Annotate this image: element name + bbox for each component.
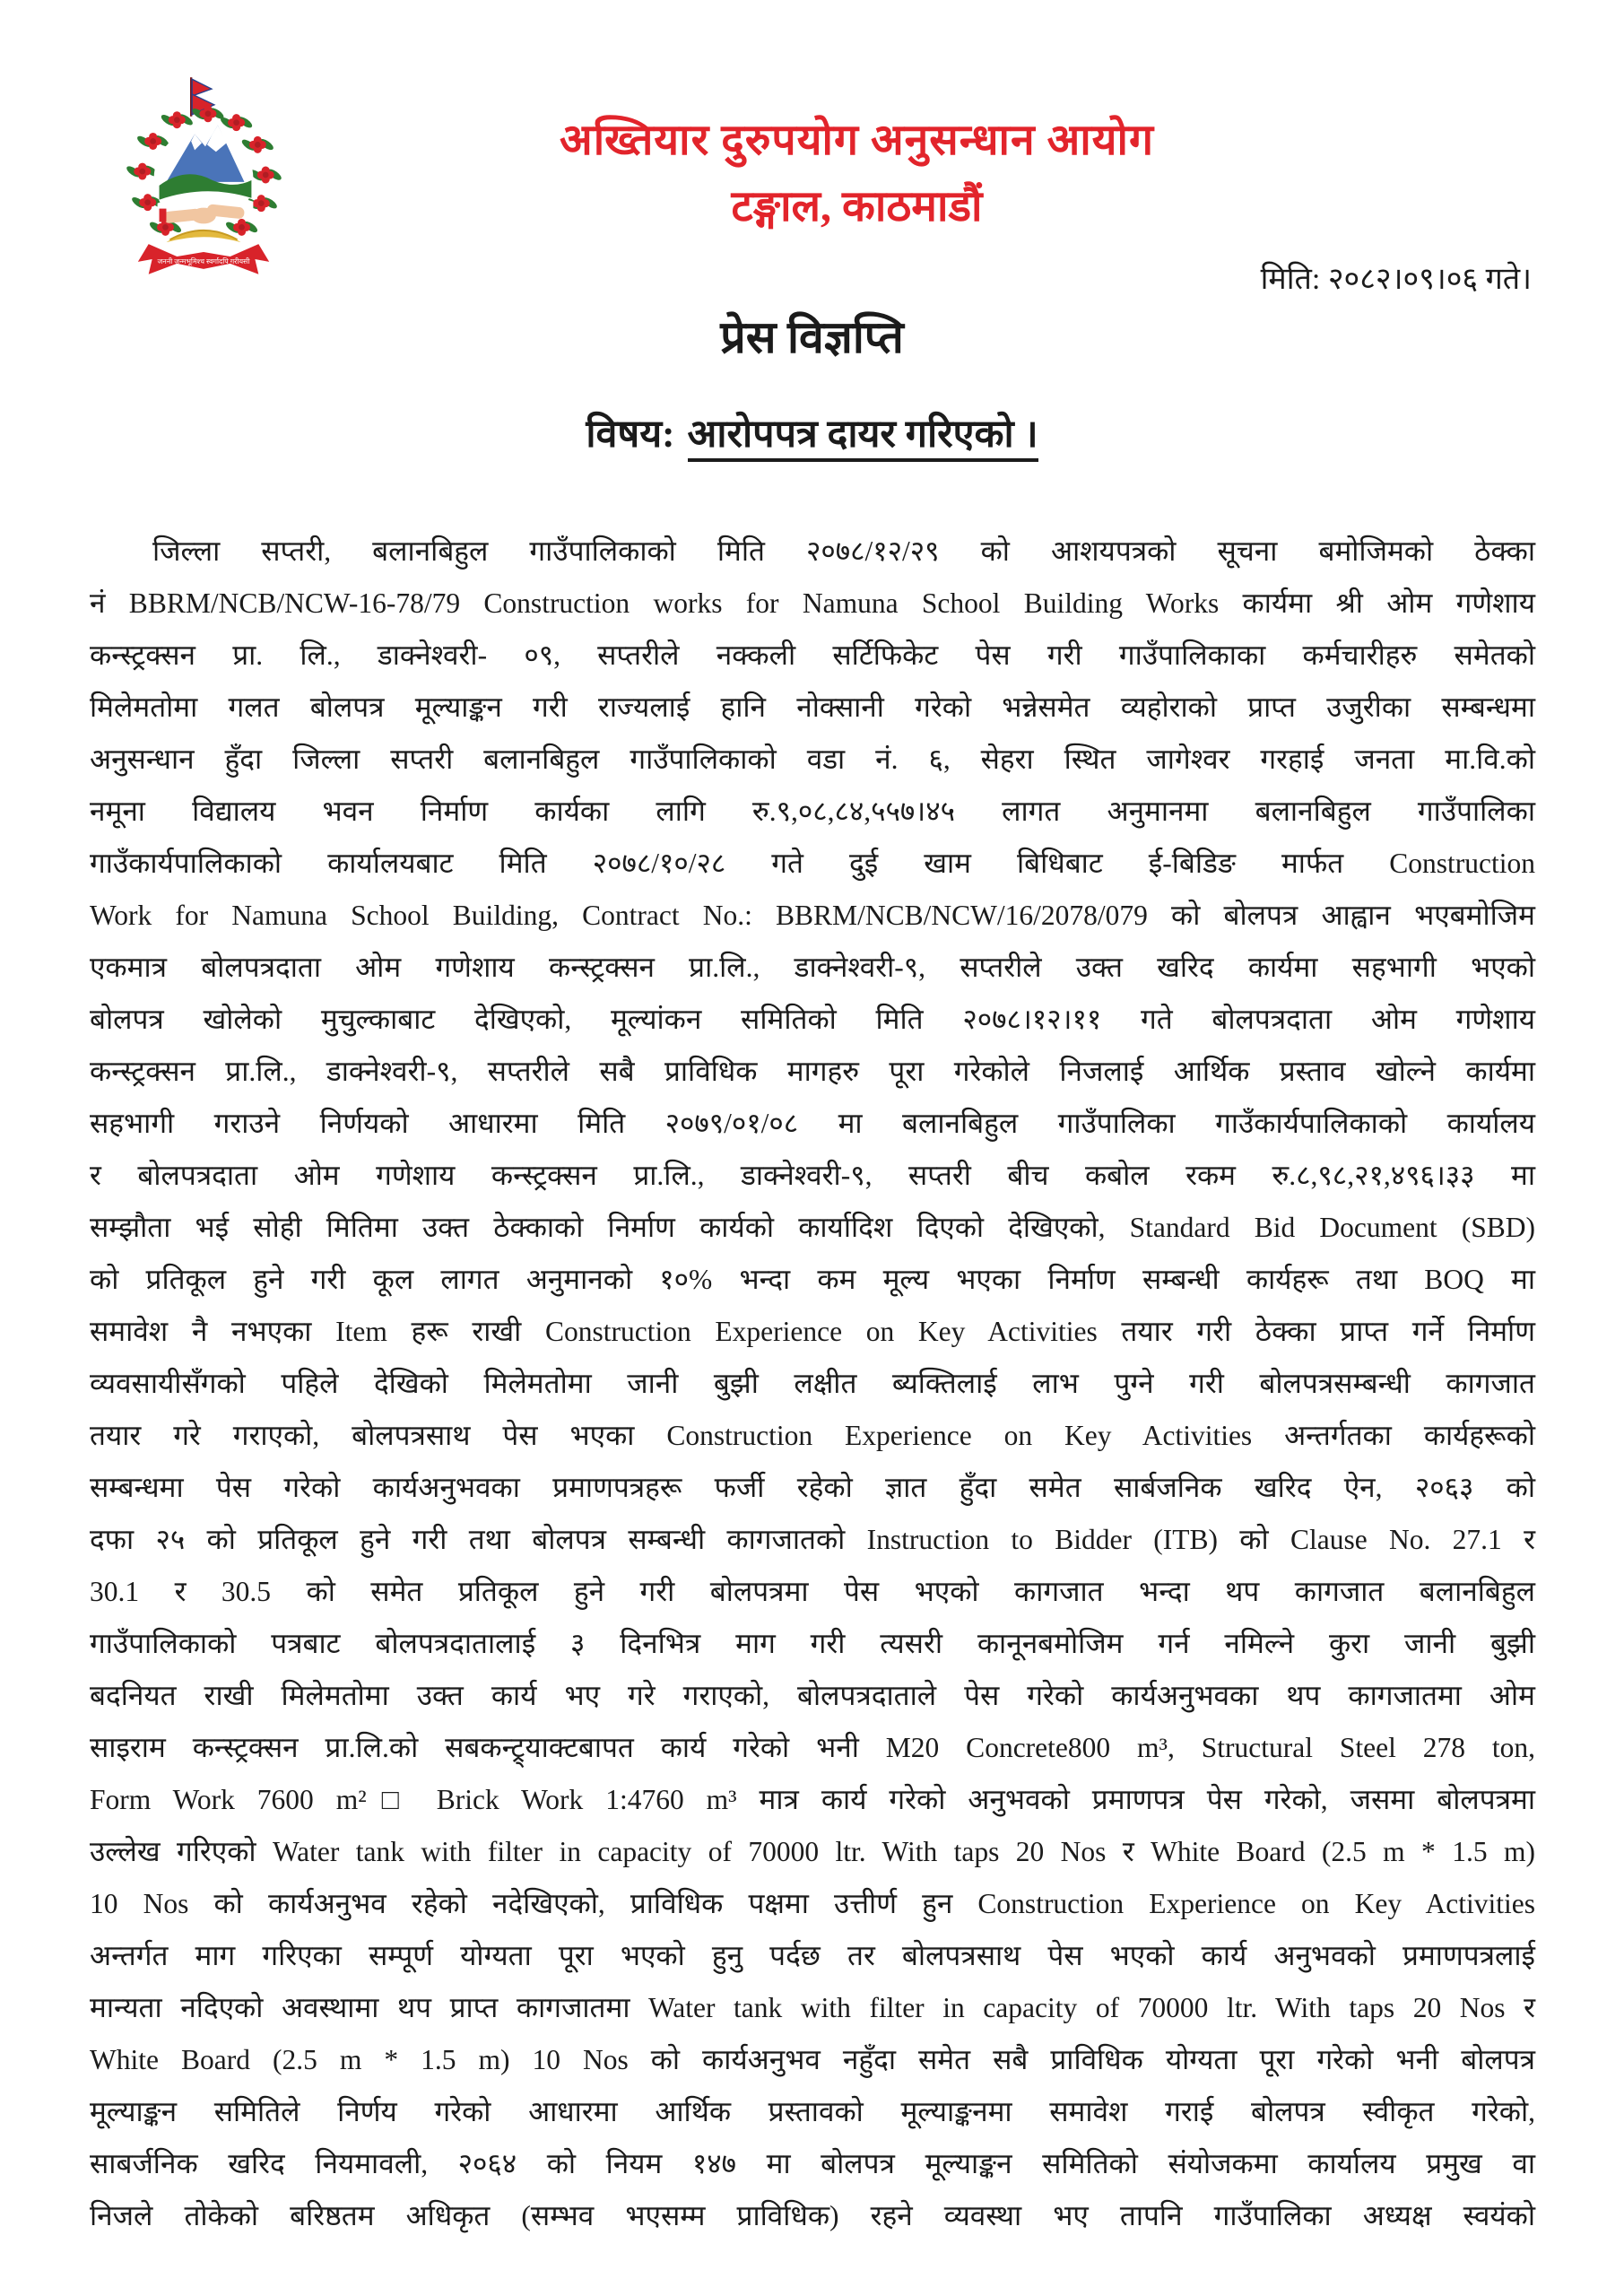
date-line: मिति: २०८२।०९।०६ गते। [1260, 263, 1532, 296]
body-line: सहभागी गराउने निर्णयको आधारमा मिति २०७९/०१/०८ मा बलानबिहुल गाउँपालिका गाउँकार्यपालिकाको कार्यालय [90, 1108, 1535, 1139]
body-line: तयार गरे गराएको, बोलपत्रसाथ पेस भएका Construction Experience on Key Activities अन्तर्गतका कार्यहरूको [90, 1420, 1535, 1451]
motto-text: जननी जन्मभूमिश्च स्वर्गादपि गरीयसी [157, 257, 250, 265]
body-line: 10 Nos को कार्यअनुभव रहेको नदेखिएको, प्राविधिक पक्षमा उत्तीर्ण हुन Construction Experience on Key Activities [90, 1888, 1535, 1919]
body-line: मिलेमतोमा गलत बोलपत्र मूल्याङ्कन गरी राज्यलाई हानि नोक्सानी गरेको भन्नेसमेत व्यहोराको प्राप्त उजुरीका सम्बन्धमा [90, 691, 1535, 723]
body-line: मान्यता नदिएको अवस्थामा थप प्राप्त कागजातमा Water tank with filter in capacity of 70000 ltr. With taps 20 Nos र [90, 1992, 1535, 2023]
body-line: नं BBRM/NCB/NCW-16-78/79 Construction works for Namuna School Building Works कार्यमा श्री ओम गणेशाय [90, 587, 1535, 619]
body-line: कन्स्ट्रक्सन प्रा. लि., डाक्नेश्वरी- ०९, सप्तरीले नक्कली सर्टिफिकेट पेस गरी गाउँपालिकाका कर्मचारीहरु समेतको [90, 639, 1535, 671]
body-line: जिल्ला सप्तरी, बलानबिहुल गाउँपालिकाको मिति २०७८/१२/२९ को आशयपत्रको सूचना बमोजिमको ठेक्का [152, 535, 1535, 567]
body-line: को प्रतिकूल हुने गरी कूल लागत अनुमानको १०% भन्दा कम मूल्य भएका निर्माण सम्बन्धी कार्यहरू तथा BOQ मा [90, 1264, 1535, 1295]
body-line: White Board (2.5 m * 1.5 m) 10 Nos को कार्यअनुभव नहुँदा समेत सबै प्राविधिक योग्यता पूरा गरेको भनी बोलपत्र [90, 2044, 1535, 2075]
org-name: अख्तियार दुरुपयोग अनुसन्धान आयोग [560, 117, 1154, 164]
body-line: बदनियत राखी मिलेमतोमा उक्त कार्य भए गरे गराएको, बोलपत्रदाताले पेस गरेको कार्यअनुभवका थप कागजातमा ओम [90, 1680, 1535, 1711]
body-line: अनुसन्धान हुँदा जिल्ला सप्तरी बलानबिहुल गाउँपालिकाको वडा नं. ६, सेहरा स्थित जागेश्वर गरहाई जनता मा.वि.को [90, 744, 1535, 775]
body-line: कन्स्ट्रक्सन प्रा.लि., डाक्नेश्वरी-९, सप्तरीले सबै प्राविधिक मागहरु पूरा गरेकोले निजलाई आर्थिक प्रस्ताव खोल्ने कार्यमा [90, 1056, 1535, 1087]
body-line: सम्बन्धमा पेस गरेको कार्यअनुभवका प्रमाणपत्रहरू फर्जी रहेको ज्ञात हुँदा समेत सार्बजनिक खरिद ऐन, २०६३ को [90, 1472, 1535, 1503]
body-line: र बोलपत्रदाता ओम गणेशाय कन्स्ट्रक्सन प्रा.लि., डाक्नेश्वरी-९, सप्तरी बीच कबोल रकम रु.८,९८,२१,४९६।३३ मा [90, 1160, 1535, 1191]
body-line: साबर्जनिक खरिद नियमावली, २०६४ को नियम १४७ मा बोलपत्र मूल्याङ्कन समितिको संयोजकमा कार्यालय प्रमुख वा [90, 2148, 1535, 2179]
press-release-title: प्रेस विज्ञप्ति [720, 312, 904, 362]
body-line: व्यवसायीसँगको पहिले देखिको मिलेमतोमा जानी बुझी लक्षीत ब्यक्तिलाई लाभ पुग्ने गरी बोलपत्रसम्बन्धी कागजात [90, 1368, 1535, 1399]
body-line: गाउँकार्यपालिकाको कार्यालयबाट मिति २०७८/१०/२८ गते दुई खाम बिधिबाट ई-बिडिङ मार्फत Construction [90, 848, 1535, 879]
subject-line [0, 405, 1624, 458]
org-location: टङ्गाल, काठमाडौं [731, 183, 983, 230]
body-line: मूल्याङ्कन समितिले निर्णय गरेको आधारमा आर्थिक प्रस्तावको मूल्याङ्कनमा समावेश गराई बोलपत्र स्वीकृत गरेको, [90, 2096, 1535, 2127]
subject-prefix: विषय: [586, 413, 675, 456]
body-line: दफा २५ को प्रतिकूल हुने गरी तथा बोलपत्र सम्बन्धी कागजातको Instruction to Bidder (ITB) को Clause No. 27.1 र [90, 1524, 1535, 1555]
body-line: गाउँपालिकाको पत्रबाट बोलपत्रदातालाई ३ दिनभित्र माग गरी त्यसरी कानूनबमोजिम गर्न नमिल्ने कुरा जानी बुझी [90, 1628, 1535, 1659]
body-line: सम्झौता भई सोही मितिमा उक्त ठेक्काको निर्माण कार्यको कार्यादिश दिएको देखिएको, Standard Bid Document (SBD) [90, 1212, 1535, 1243]
body-line: निजले तोकेको बरिष्ठतम अधिकृत (सम्भव भएसम्म प्राविधिक) रहने व्यवस्था भए तापनि गाउँपालिका अध्यक्ष स्वयंको [90, 2200, 1535, 2231]
body-line: Form Work 7600 m²□ Brick Work 1:4760 m³ मात्र कार्य गरेको अनुभवको प्रमाणपत्र पेस गरेको, जसमा बोलपत्रमा [90, 1784, 1535, 1815]
body-line: साइराम कन्स्ट्रक्सन प्रा.लि.को सबकन्ट्र्याक्टबापत कार्य गरेको भनी M20 Concrete800 m³, Structural Steel 278 ton, [90, 1732, 1535, 1763]
subject-text: आरोपपत्र दायर गरिएको । [688, 413, 1038, 462]
body-line: Work for Namuna School Building, Contract No.: BBRM/NCB/NCW/16/2078/079 को बोलपत्र आह्वान भएबमोजिम [90, 900, 1535, 931]
body-line: उल्लेख गरिएको Water tank with filter in capacity of 70000 ltr. With taps 20 Nos र White Board (2.5 m * 1.5 m) [90, 1836, 1535, 1867]
body-line: नमूना विद्यालय भवन निर्माण कार्यका लागि रु.९,०८,८४,५५७।४५ लागत अनुमानमा बलानबिहुल गाउँपालिका [90, 796, 1535, 827]
body-line: एकमात्र बोलपत्रदाता ओम गणेशाय कन्स्ट्रक्सन प्रा.लि., डाक्नेश्वरी-९, सप्तरीले उक्त खरिद कार्यमा सहभागी भएको [90, 952, 1535, 983]
body-line: बोलपत्र खोलेको मुचुल्काबाट देखिएको, मूल्यांकन समितिको मिति २०७८।१२।११ गते बोलपत्रदाता ओम गणेशाय [90, 1004, 1535, 1035]
body-line: 30.1 र 30.5 को समेत प्रतिकूल हुने गरी बोलपत्रमा पेस भएको कागजात भन्दा थप कागजात बलानबिहुल [90, 1576, 1535, 1607]
motto-ribbon [138, 244, 269, 274]
body-line: समावेश नै नभएका Item हरू राखी Construction Experience on Key Activities तयार गरी ठेक्का प्राप्त गर्ने निर्माण [90, 1316, 1535, 1347]
body-paragraph [90, 526, 1535, 2242]
body-line: अन्तर्गत माग गरिएका सम्पूर्ण योग्यता पूरा भएको हुनु पर्दछ तर बोलपत्रसाथ पेस भएको कार्य अनुभवको प्रमाणपत्रलाई [90, 1940, 1535, 1971]
